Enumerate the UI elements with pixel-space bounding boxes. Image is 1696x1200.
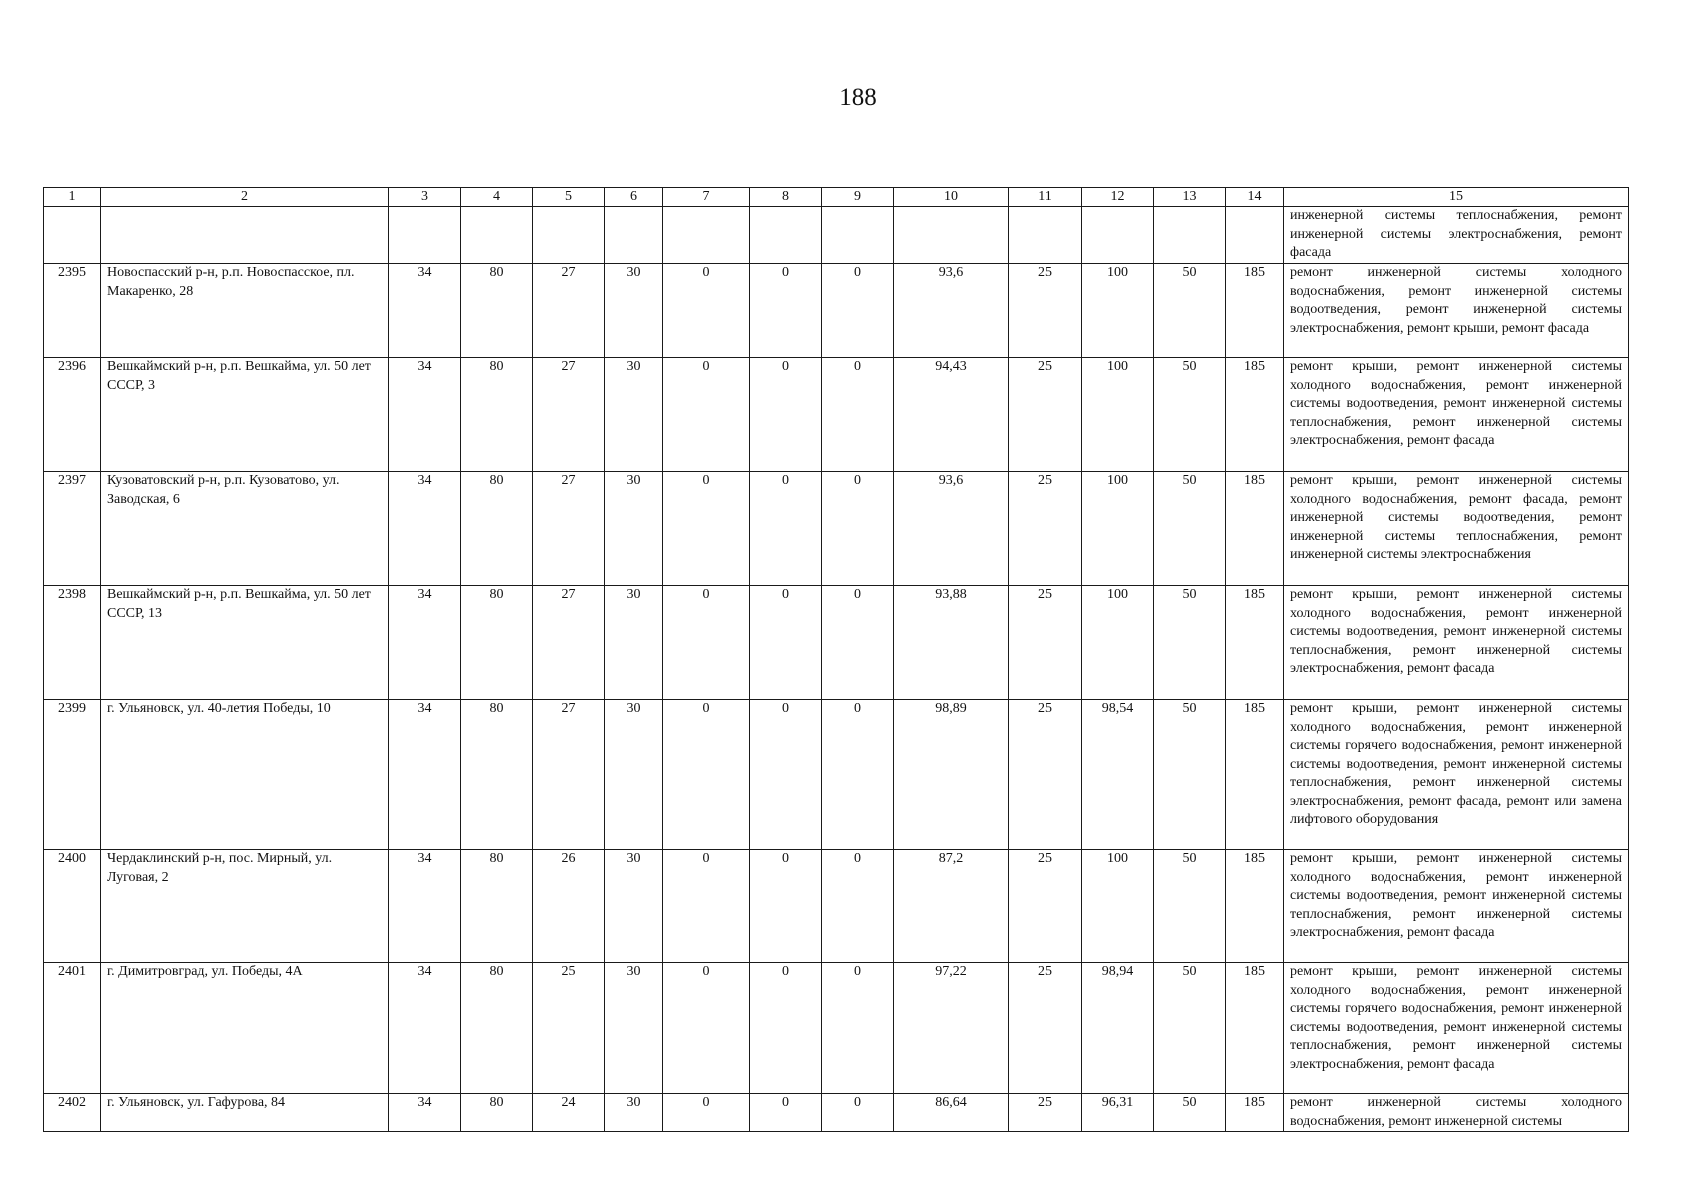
value-cell-col-9: 0 xyxy=(822,963,894,1094)
value-cell-col-11: 25 xyxy=(1009,586,1082,700)
value-cell-col-14: 185 xyxy=(1226,963,1284,1094)
value-cell-col-10: 98,89 xyxy=(894,700,1009,850)
value-cell-col-5: 27 xyxy=(533,472,605,586)
value-cell-col-12: 98,54 xyxy=(1082,700,1154,850)
value-cell-col-11: 25 xyxy=(1009,1094,1082,1132)
value-cell-col-6: 30 xyxy=(605,1094,663,1132)
empty-cell xyxy=(605,207,663,264)
value-cell-col-12: 96,31 xyxy=(1082,1094,1154,1132)
table-row xyxy=(44,264,1629,358)
empty-cell xyxy=(1082,207,1154,264)
value-cell-col-7: 0 xyxy=(663,850,750,963)
value-cell-col-12: 100 xyxy=(1082,264,1154,358)
value-cell-col-7: 0 xyxy=(663,264,750,358)
page-number: 188 xyxy=(839,84,877,111)
value-cell-col-14: 185 xyxy=(1226,472,1284,586)
value-cell-col-3: 34 xyxy=(389,586,461,700)
value-cell-col-6: 30 xyxy=(605,850,663,963)
value-cell-col-7: 0 xyxy=(663,963,750,1094)
value-cell-col-12: 100 xyxy=(1082,358,1154,472)
address-cell: г. Ульяновск, ул. Гафурова, 84 xyxy=(101,1094,389,1132)
row-number-cell: 2402 xyxy=(44,1094,101,1132)
value-cell-col-12: 98,94 xyxy=(1082,963,1154,1094)
value-cell-col-14: 185 xyxy=(1226,358,1284,472)
value-cell-col-13: 50 xyxy=(1154,700,1226,850)
value-cell-col-14: 185 xyxy=(1226,586,1284,700)
column-number-14: 14 xyxy=(1226,188,1284,207)
value-cell-col-14: 185 xyxy=(1226,1094,1284,1132)
empty-cell xyxy=(663,207,750,264)
value-cell-col-11: 25 xyxy=(1009,963,1082,1094)
address-cell: г. Димитровград, ул. Победы, 4А xyxy=(101,963,389,1094)
value-cell-col-8: 0 xyxy=(750,700,822,850)
table-row xyxy=(44,963,1629,1094)
value-cell-col-9: 0 xyxy=(822,850,894,963)
value-cell-col-3: 34 xyxy=(389,700,461,850)
value-cell-col-4: 80 xyxy=(461,850,533,963)
value-cell-col-13: 50 xyxy=(1154,1094,1226,1132)
value-cell-col-7: 0 xyxy=(663,1094,750,1132)
value-cell-col-6: 30 xyxy=(605,963,663,1094)
value-cell-col-10: 93,6 xyxy=(894,472,1009,586)
value-cell-col-5: 24 xyxy=(533,1094,605,1132)
repair-works-cell: ремонт крыши, ремонт инженерной системы холодного водоснабжения, ремонт инженерной системы горячего водоснабжения, ремонт инженерной системы водоотведения, ремонт инженерной системы теплоснабжения, ремонт инженерной системы электроснабжения, ремонт фасада, ремонт или замена лифтового оборудования xyxy=(1284,700,1629,850)
column-number-3: 3 xyxy=(389,188,461,207)
value-cell-col-8: 0 xyxy=(750,850,822,963)
table-row xyxy=(44,700,1629,850)
value-cell-col-6: 30 xyxy=(605,358,663,472)
value-cell-col-8: 0 xyxy=(750,358,822,472)
row-number-cell: 2401 xyxy=(44,963,101,1094)
value-cell-col-4: 80 xyxy=(461,472,533,586)
repair-works-cell: ремонт крыши, ремонт инженерной системы холодного водоснабжения, ремонт фасада, ремонт инженерной системы водоотведения, ремонт инженерной системы теплоснабжения, ремонт инженерной системы электроснабжения xyxy=(1284,472,1629,586)
value-cell-col-5: 27 xyxy=(533,264,605,358)
value-cell-col-13: 50 xyxy=(1154,586,1226,700)
value-cell-col-7: 0 xyxy=(663,700,750,850)
value-cell-col-9: 0 xyxy=(822,1094,894,1132)
value-cell-col-13: 50 xyxy=(1154,264,1226,358)
empty-cell xyxy=(461,207,533,264)
column-number-4: 4 xyxy=(461,188,533,207)
value-cell-col-13: 50 xyxy=(1154,472,1226,586)
empty-cell xyxy=(389,207,461,264)
repair-works-cell: ремонт крыши, ремонт инженерной системы холодного водоснабжения, ремонт инженерной системы горячего водоснабжения, ремонт инженерной системы водоотведения, ремонт инженерной системы теплоснабжения, ремонт инженерной системы электроснабжения, ремонт фасада xyxy=(1284,963,1629,1094)
value-cell-col-5: 27 xyxy=(533,358,605,472)
repair-works-cell: ремонт инженерной системы холодного водоснабжения, ремонт инженерной системы xyxy=(1284,1094,1629,1132)
value-cell-col-4: 80 xyxy=(461,1094,533,1132)
column-number-1: 1 xyxy=(44,188,101,207)
value-cell-col-6: 30 xyxy=(605,586,663,700)
value-cell-col-11: 25 xyxy=(1009,850,1082,963)
value-cell-col-6: 30 xyxy=(605,700,663,850)
row-number-cell: 2399 xyxy=(44,700,101,850)
value-cell-col-12: 100 xyxy=(1082,850,1154,963)
value-cell-col-8: 0 xyxy=(750,586,822,700)
address-cell: Новоспасский р-н, р.п. Новоспасское, пл. Макаренко, 28 xyxy=(101,264,389,358)
column-number-12: 12 xyxy=(1082,188,1154,207)
empty-cell xyxy=(101,207,389,264)
value-cell-col-4: 80 xyxy=(461,586,533,700)
value-cell-col-8: 0 xyxy=(750,963,822,1094)
value-cell-col-10: 87,2 xyxy=(894,850,1009,963)
column-number-13: 13 xyxy=(1154,188,1226,207)
table-body xyxy=(44,207,1629,1132)
repair-works-cell: ремонт крыши, ремонт инженерной системы холодного водоснабжения, ремонт инженерной системы водоотведения, ремонт инженерной системы теплоснабжения, ремонт инженерной системы электроснабжения, ремонт фасада xyxy=(1284,586,1629,700)
value-cell-col-10: 93,6 xyxy=(894,264,1009,358)
empty-cell xyxy=(1154,207,1226,264)
table-row xyxy=(44,358,1629,472)
address-cell: г. Ульяновск, ул. 40-летия Победы, 10 xyxy=(101,700,389,850)
value-cell-col-10: 94,43 xyxy=(894,358,1009,472)
value-cell-col-4: 80 xyxy=(461,358,533,472)
column-number-2: 2 xyxy=(101,188,389,207)
empty-cell xyxy=(1226,207,1284,264)
value-cell-col-9: 0 xyxy=(822,586,894,700)
value-cell-col-4: 80 xyxy=(461,264,533,358)
table-row xyxy=(44,1094,1629,1132)
value-cell-col-10: 93,88 xyxy=(894,586,1009,700)
value-cell-col-9: 0 xyxy=(822,358,894,472)
column-number-15: 15 xyxy=(1284,188,1629,207)
value-cell-col-3: 34 xyxy=(389,264,461,358)
row-number-cell: 2398 xyxy=(44,586,101,700)
value-cell-col-5: 27 xyxy=(533,700,605,850)
value-cell-col-7: 0 xyxy=(663,358,750,472)
column-number-10: 10 xyxy=(894,188,1009,207)
repair-works-cell: ремонт крыши, ремонт инженерной системы холодного водоснабжения, ремонт инженерной системы водоотведения, ремонт инженерной системы теплоснабжения, ремонт инженерной системы электроснабжения, ремонт фасада xyxy=(1284,850,1629,963)
value-cell-col-6: 30 xyxy=(605,472,663,586)
row-number-cell: 2400 xyxy=(44,850,101,963)
column-number-5: 5 xyxy=(533,188,605,207)
address-cell: Вешкаймский р-н, р.п. Вешкайма, ул. 50 лет СССР, 13 xyxy=(101,586,389,700)
value-cell-col-5: 25 xyxy=(533,963,605,1094)
value-cell-col-8: 0 xyxy=(750,264,822,358)
value-cell-col-3: 34 xyxy=(389,472,461,586)
value-cell-col-11: 25 xyxy=(1009,358,1082,472)
repair-works-cell: ремонт крыши, ремонт инженерной системы холодного водоснабжения, ремонт инженерной системы водоотведения, ремонт инженерной системы теплоснабжения, ремонт инженерной системы электроснабжения, ремонт фасада xyxy=(1284,358,1629,472)
value-cell-col-10: 97,22 xyxy=(894,963,1009,1094)
value-cell-col-11: 25 xyxy=(1009,700,1082,850)
value-cell-col-14: 185 xyxy=(1226,850,1284,963)
column-number-11: 11 xyxy=(1009,188,1082,207)
value-cell-col-10: 86,64 xyxy=(894,1094,1009,1132)
value-cell-col-14: 185 xyxy=(1226,264,1284,358)
empty-cell xyxy=(44,207,101,264)
value-cell-col-3: 34 xyxy=(389,850,461,963)
table-row xyxy=(44,850,1629,963)
value-cell-col-3: 34 xyxy=(389,358,461,472)
repair-works-cell: ремонт инженерной системы холодного водоснабжения, ремонт инженерной системы водоотведения, ремонт инженерной системы электроснабжения, ремонт крыши, ремонт фасада xyxy=(1284,264,1629,358)
empty-cell xyxy=(822,207,894,264)
value-cell-col-7: 0 xyxy=(663,586,750,700)
value-cell-col-14: 185 xyxy=(1226,700,1284,850)
value-cell-col-4: 80 xyxy=(461,963,533,1094)
value-cell-col-9: 0 xyxy=(822,264,894,358)
value-cell-col-11: 25 xyxy=(1009,472,1082,586)
value-cell-col-8: 0 xyxy=(750,472,822,586)
value-cell-col-5: 26 xyxy=(533,850,605,963)
value-cell-col-3: 34 xyxy=(389,1094,461,1132)
value-cell-col-7: 0 xyxy=(663,472,750,586)
row-number-cell: 2395 xyxy=(44,264,101,358)
column-number-6: 6 xyxy=(605,188,663,207)
value-cell-col-12: 100 xyxy=(1082,472,1154,586)
value-cell-col-8: 0 xyxy=(750,1094,822,1132)
table-row xyxy=(44,472,1629,586)
column-number-7: 7 xyxy=(663,188,750,207)
column-number-9: 9 xyxy=(822,188,894,207)
value-cell-col-6: 30 xyxy=(605,264,663,358)
table-row xyxy=(44,586,1629,700)
address-cell: Кузоватовский р-н, р.п. Кузоватово, ул. Заводская, 6 xyxy=(101,472,389,586)
capital-repair-table xyxy=(43,187,1629,1132)
value-cell-col-11: 25 xyxy=(1009,264,1082,358)
value-cell-col-9: 0 xyxy=(822,700,894,850)
value-cell-col-13: 50 xyxy=(1154,850,1226,963)
row-number-cell: 2397 xyxy=(44,472,101,586)
column-number-header xyxy=(44,188,1629,207)
continuation-row xyxy=(44,207,1629,264)
value-cell-col-4: 80 xyxy=(461,700,533,850)
value-cell-col-3: 34 xyxy=(389,963,461,1094)
empty-cell xyxy=(750,207,822,264)
value-cell-col-13: 50 xyxy=(1154,358,1226,472)
empty-cell xyxy=(894,207,1009,264)
value-cell-col-9: 0 xyxy=(822,472,894,586)
repair-works-cell: инженерной системы теплоснабжения, ремонт инженерной системы электроснабжения, ремонт фасада xyxy=(1284,207,1629,264)
row-number-cell: 2396 xyxy=(44,358,101,472)
address-cell: Чердаклинский р-н, пос. Мирный, ул. Луговая, 2 xyxy=(101,850,389,963)
empty-cell xyxy=(1009,207,1082,264)
column-number-8: 8 xyxy=(750,188,822,207)
value-cell-col-13: 50 xyxy=(1154,963,1226,1094)
value-cell-col-12: 100 xyxy=(1082,586,1154,700)
value-cell-col-5: 27 xyxy=(533,586,605,700)
empty-cell xyxy=(533,207,605,264)
address-cell: Вешкаймский р-н, р.п. Вешкайма, ул. 50 лет СССР, 3 xyxy=(101,358,389,472)
